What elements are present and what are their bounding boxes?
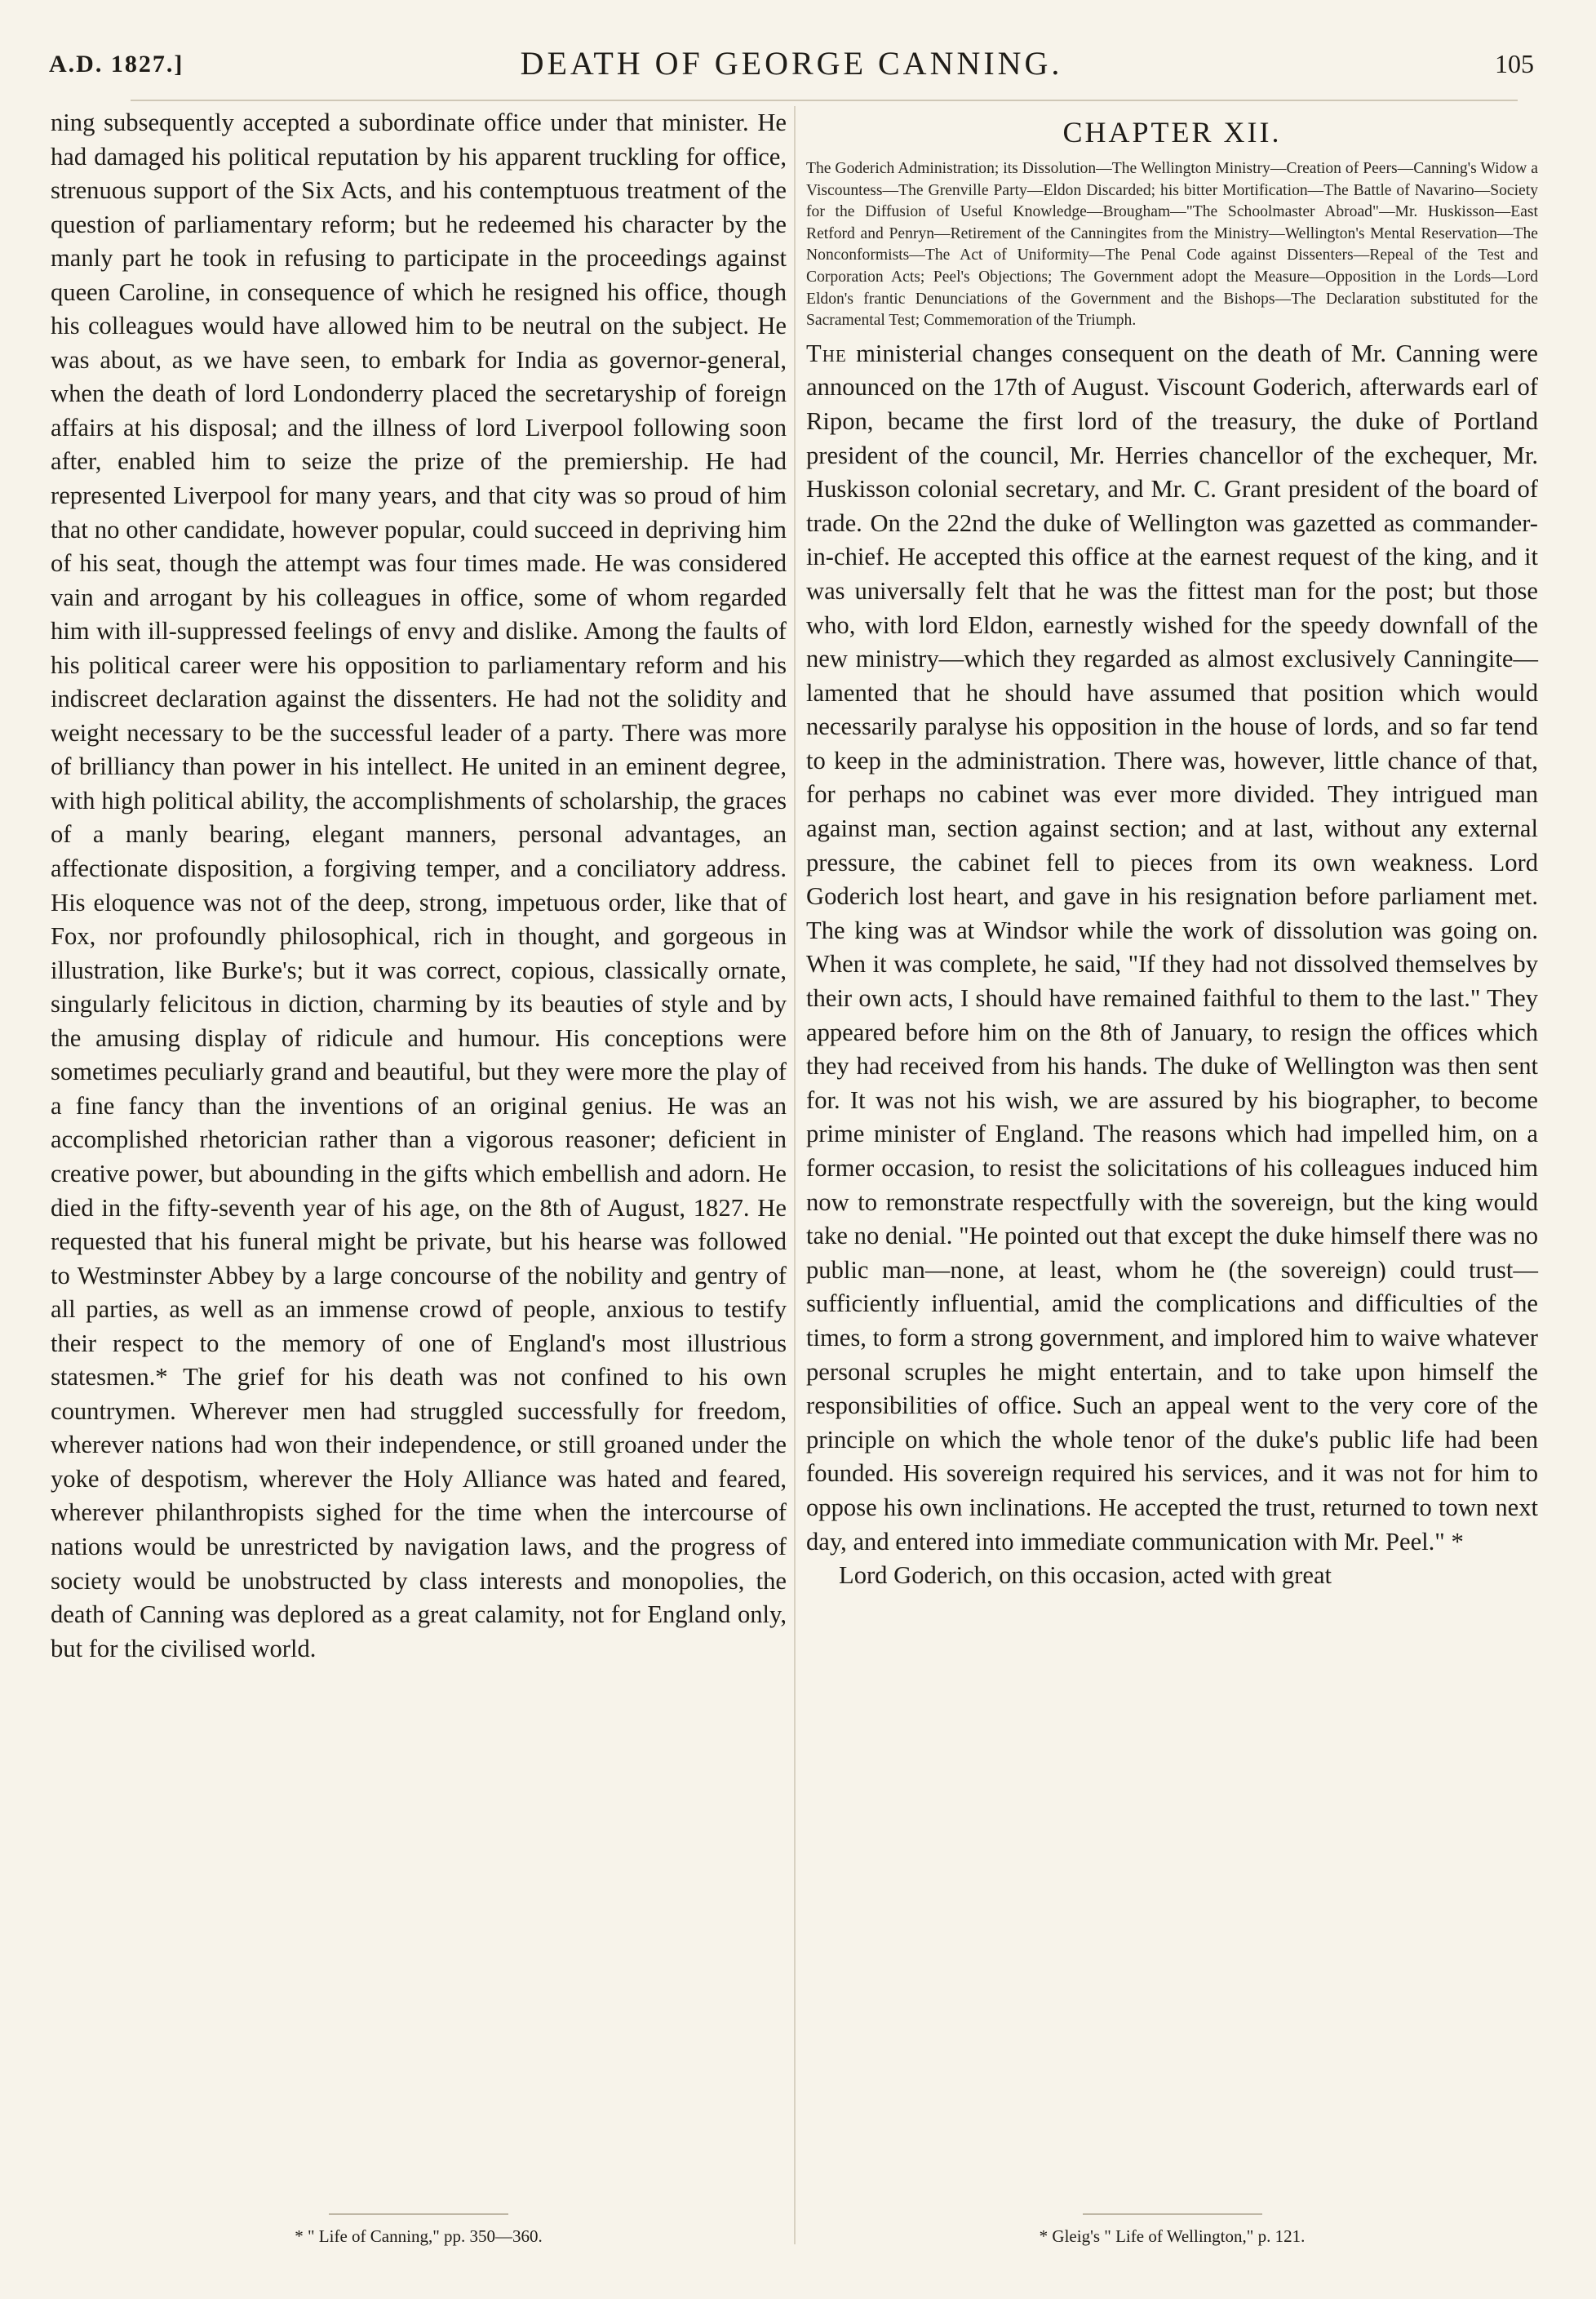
right-column-body	[806, 337, 1538, 1593]
chapter-synopsis: The Goderich Administration; its Dissolution—The Wellington Ministry—Creation of Peers—Canning's Widow a Viscountess—The Grenville Party—Eldon Discarded; his bitter Mortification—The Battle of Navarino—Society for the Diffusion of Useful Knowledge—Brougham—"The Schoolmaster Abroad"—Mr. Huskisson—East Retford and Penryn—Retirement of the Canningites from the Ministry—Wellington's Mental Reservation—The Nonconformists—The Act of Uniformity—The Penal Code against Dissenters—Repeal of the Test and Corporation Acts; Peel's Objections; The Government adopt the Measure—Opposition in the Lords—Lord Eldon's frantic Denunciations of the Government and the Bishops—The Declaration substituted for the Sacramental Test; Commemoration of the Triumph.	[806, 160, 1538, 330]
footnote-right	[806, 2213, 1538, 2247]
footnote-right-text: * Gleig's " Life of Wellington," p. 121.	[1039, 2226, 1306, 2246]
page-number: 105	[1495, 49, 1534, 78]
footnote-left	[51, 2213, 787, 2247]
footnote-rule	[1083, 2213, 1262, 2215]
running-head-date: A.D. 1827.]	[49, 51, 184, 78]
right-column	[806, 114, 1538, 1593]
paragraph-continued: Lord Goderich, on this occasion, acted with great	[839, 1561, 1332, 1590]
paragraph	[806, 337, 1538, 1559]
header-rule	[131, 100, 1518, 101]
running-head	[49, 42, 1534, 91]
running-head-title: DEATH OF GEORGE CANNING.	[520, 45, 1063, 82]
left-column	[51, 106, 787, 1666]
chapter-title: CHAPTER XII.	[1062, 116, 1282, 149]
left-column-text: ning subsequently accepted a subordinate office under that minister. He had damaged his political reputation by his apparent truckling for office, strenuous support of the Six Acts, and his contemptuous treatment of the question of parliamentary reform; but he redeemed his character by the manly part he took in refusing to participate in the proceedings against queen Caroline, in consequence of which he resigned his office, though his colleagues would have allowed him to be neutral on the subject. He was about, as we have seen, to embark for India as governor-general, when the death of lord Londonderry placed the secretaryship of foreign affairs at his disposal; and the illness of lord Liverpool following soon after, enabled him to seize the prize of the premiership. He had represented Liverpool for many years, and that city was so proud of him that no other candidate, however popular, could succeed in depriving him of his seat, though the attempt was four times made. He was considered vain and arrogant by his colleagues in office, some of whom regarded him with ill-suppressed feelings of envy and dislike. Among the faults of his political career were his opposition to parliamentary reform and his indiscreet declaration against the dissenters. He had not the solidity and weight necessary to be the successful leader of a party. There was more of brilliancy than power in his intellect. He united in an eminent degree, with high political ability, the accomplishments of scholarship, the graces of a manly bearing, elegant manners, personal advantages, an affectionate disposition, a forgiving temper, and a conciliatory address. His eloquence was not of the deep, strong, impetuous order, like that of Fox, nor profoundly philosophical, rich in thought, and gorgeous in illustration, like Burke's; but it was correct, copious, classically ornate, singularly felicitous in diction, charming by its beauties of style and by the amusing display of ridicule and humour. His conceptions were sometimes peculiarly grand and beautiful, but they were more the play of a fine fancy than the inventions of an original genius. He was an accomplished rhetorician rather than a vigorous reasoner; deficient in creative power, but abounding in the gifts which embellish and adorn. He died in the fifty-seventh year of his age, on the 8th of August, 1827. He requested that his funeral might be private, but his hearse was followed to Westminster Abbey by a large concourse of the nobility and gentry of all parties, as well as an immense crowd of people, anxious to testify their respect to the memory of one of England's most illustrious statesmen.* The grief for his death was not confined to his own countrymen. Wherever men had struggled successfully for freedom, wherever nations had won their independence, or still groaned under the yoke of despotism, wherever the Holy Alliance was hated and feared, wherever philanthropists sighed for the time when the intercourse of nations would be unrestricted by navigation laws, and the progress of society would be unobstructed by class interests and monopolies, the death of Canning was deplored as a great calamity, not for England only, but for the civilised world.	[51, 109, 787, 1662]
paragraph-text: ministerial changes consequent on the death of Mr. Canning were announced on the 17th of August. Viscount Goderich, afterwards earl of Ripon, became the first lord of the treasury, the duke of Portland president of the council, Mr. Herries chancellor of the exchequer, Mr. Huskisson colonial secretary, and Mr. C. Grant president of the board of trade. On the 22nd the duke of Wellington was gazetted as commander-in-chief. He accepted this office at the earnest request of the king, and it was universally felt that he was the fittest man for the post; but those who, with lord Eldon, earnestly wished for the speedy downfall of the new ministry—which they regarded as almost exclusively Canningite—lamented that he should have assumed that position which would necessarily paralyse his opposition in the house of lords, and so far tend to keep in the administration. There was, however, little chance of that, for perhaps no cabinet was ever more divided. They intrigued man against man, section against section; and at last, without any external pressure, the cabinet fell to pieces from its own weakness. Lord Goderich lost heart, and gave in his resignation before parliament met. The king was at Windsor while the work of dissolution was going on. When it was complete, he said, "If they had not dissolved themselves by their own acts, I should have remained faithful to them to the last." They appeared before him on the 8th of January, to resign the offices which they had received from his hands. The duke of Wellington was then sent for. It was not his wish, we are assured by his biographer, to become prime minister of England. The reasons which had impelled him, on a former occasion, to resist the solicitations of his colleagues induced him now to remonstrate respectfully with the sovereign, but the king would take no denial. "He pointed out that except the duke himself there was no public man—none, at least, whom he (the sovereign) could trust—sufficiently influential, amid the complications and difficulties of the times, to form a strong government, and implored him to waive whatever personal scruples he might entertain, and to take upon himself the responsibilities of office. Such an appeal went to the very core of the principle on which the whole tenor of the duke's public life had been founded. His sovereign required his services, and it was not for him to oppose his own inclinations. He accepted the trust, returned to town next day, and entered into immediate communication with Mr. Peel." *	[806, 339, 1538, 1556]
paragraph-lead-word: The	[806, 339, 847, 367]
footnote-left-text: * " Life of Canning," pp. 350—360.	[295, 2226, 543, 2246]
column-divider	[794, 106, 796, 2244]
footnote-rule	[329, 2213, 508, 2215]
